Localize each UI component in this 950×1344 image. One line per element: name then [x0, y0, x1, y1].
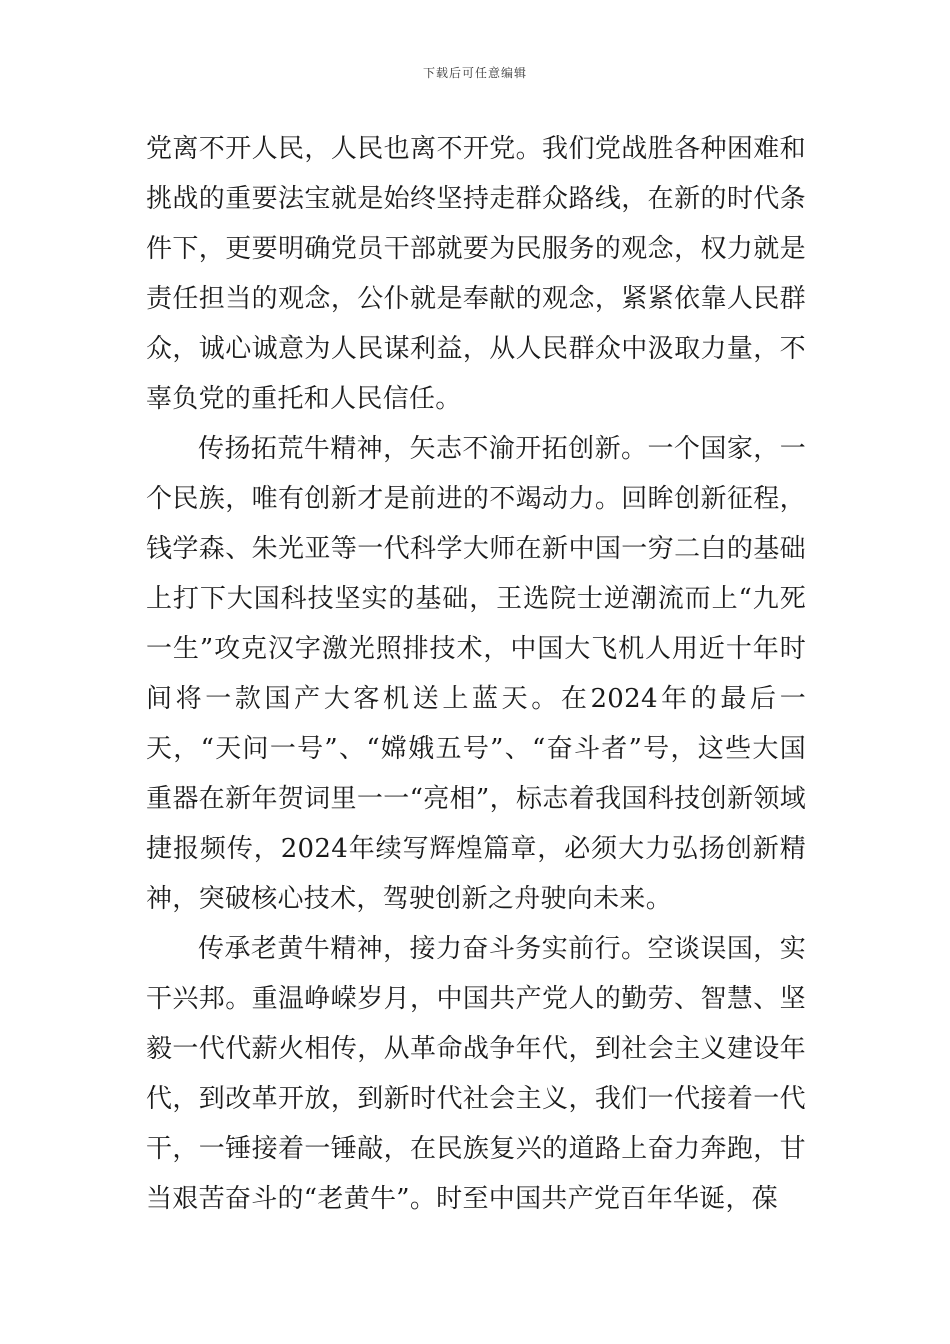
- header-note: 下载后可任意编辑: [422, 66, 527, 80]
- paragraph-1: 党离不开人民，人民也离不开党。我们党战胜各种困难和挑战的重要法宝就是始终坚持走群众路线，在新的时代条件下，更要明确党员干部就要为民服务的观念，权力就是责任担当的观念，公仆就是奉献的观念，紧紧依靠人民群众，诚心诚意为人民谋利益，从人民群众中汲取力量，不辜负党的重托和人民信任。: [146, 134, 806, 414]
- document-body: [146, 124, 806, 1224]
- paragraph-3: 传承老黄牛精神，接力奋斗务实前行。空谈误国，实干兴邦。重温峥嵘岁月，中国共产党人的勤劳、智慧、坚毅一代代薪火相传，从革命战争年代，到社会主义建设年代，到改革开放，到新时代社会主义，我们一代接着一代干，一锤接着一锤敲，在民族复兴的道路上奋力奔跑，甘当艰苦奋斗的“老黄牛”。时至中国共产党百年华诞，葆: [146, 934, 806, 1214]
- paragraph-2: 传扬拓荒牛精神，矢志不渝开拓创新。一个国家，一个民族，唯有创新才是前进的不竭动力。回眸创新征程，钱学森、朱光亚等一代科学大师在新中国一穷二白的基础上打下大国科技坚实的基础，王选院士逆潮流而上“九死一生”攻克汉字激光照排技术，中国大飞机人用近十年时间将一款国产大客机送上蓝天。在2024年的最后一天，“天问一号”、“嫦娥五号”、“奋斗者”号，这些大国重器在新年贺词里一一“亮相”，标志着我国科技创新领域捷报频传，2024年续写辉煌篇章，必须大力弘扬创新精神，突破核心技术，驾驶创新之舟驶向未来。: [146, 434, 806, 914]
